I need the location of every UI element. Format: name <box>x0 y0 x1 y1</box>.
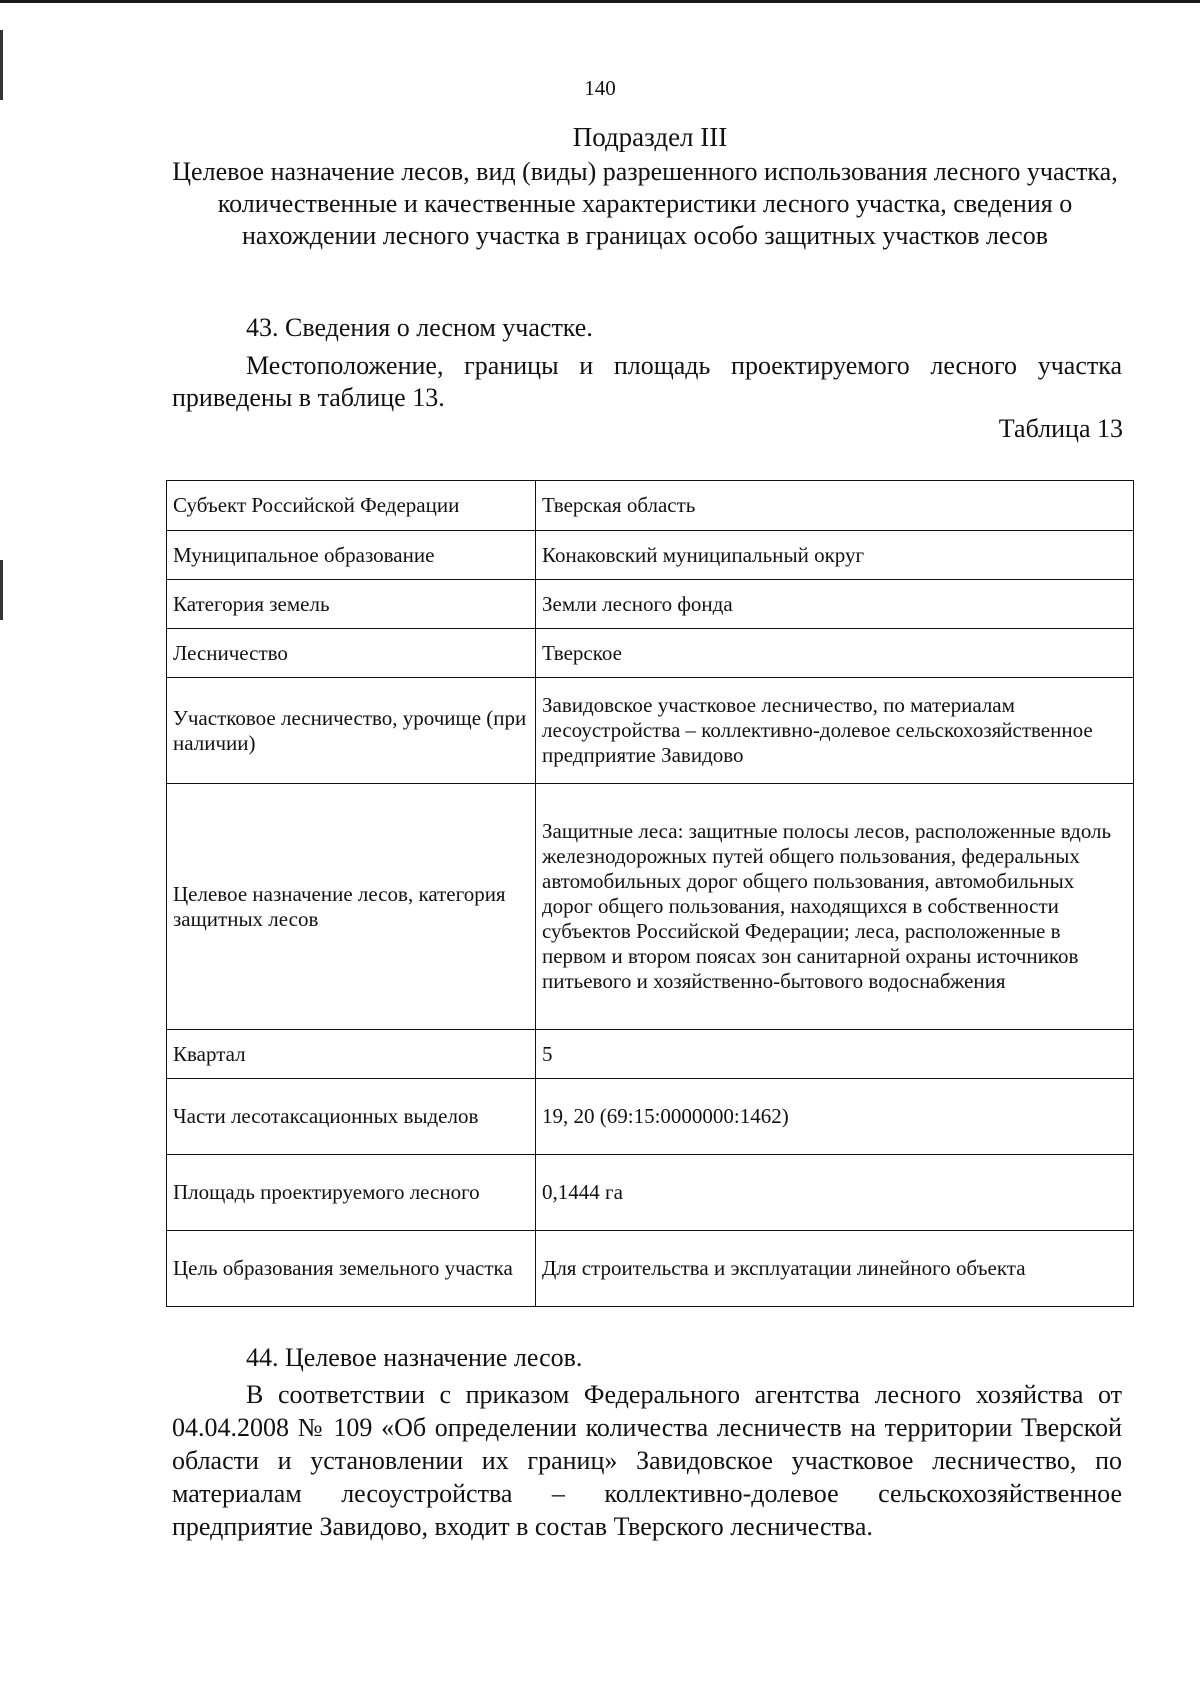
table-row <box>167 678 1134 784</box>
row-label: Муниципальное образование <box>167 531 536 580</box>
table-row <box>167 1030 1134 1079</box>
row-label: Участковое лесничество, урочище (при наличии) <box>167 678 536 784</box>
row-value: Для строительства и эксплуатации линейного объекта <box>536 1231 1134 1307</box>
table-row <box>167 1155 1134 1231</box>
item-43-title: 43. Сведения о лесном участке. <box>246 313 593 342</box>
row-label: Цель образования земельного участка <box>167 1231 536 1307</box>
section-heading: Целевое назначение лесов, вид (виды) разрешенного использования лесного участка, количественные и качественные характеристики лесного участка, сведения о нахождении лесного участка в границах особо защитных участков лесов <box>172 157 1118 250</box>
forest-plot-table <box>166 480 1134 1307</box>
row-value: 0,1444 га <box>536 1155 1134 1231</box>
row-value: Земли лесного фонда <box>536 580 1134 629</box>
scan-left-edge <box>0 560 3 620</box>
table-row <box>167 784 1134 1030</box>
table-row <box>167 1079 1134 1155</box>
row-value: Завидовское участковое лесничество, по материалам лесоустройства – коллективно-долевое сельскохозяйственное предприятие Завидово <box>536 678 1134 784</box>
table-row <box>167 481 1134 531</box>
table-row <box>167 580 1134 629</box>
row-value: 19, 20 (69:15:0000000:1462) <box>536 1079 1134 1155</box>
item-43-text: Местоположение, границы и площадь проектируемого лесного участка приведены в таблице 13. <box>172 351 1122 412</box>
row-label: Субъект Российской Федерации <box>167 481 536 531</box>
row-label: Площадь проектируемого лесного <box>167 1155 536 1231</box>
row-label: Части лесотаксационных выделов <box>167 1079 536 1155</box>
row-label: Категория земель <box>167 580 536 629</box>
scan-top-edge <box>0 0 1200 3</box>
table-row <box>167 629 1134 678</box>
table-row <box>167 1231 1134 1307</box>
row-label: Лесничество <box>167 629 536 678</box>
item-44-title: 44. Целевое назначение лесов. <box>246 1343 583 1372</box>
subsection-title: Подраздел III <box>572 122 728 152</box>
row-value: Конаковский муниципальный округ <box>536 531 1134 580</box>
table-label: Таблица 13 <box>998 414 1123 443</box>
row-value: 5 <box>536 1030 1134 1079</box>
table-row <box>167 531 1134 580</box>
row-value: Тверская область <box>536 481 1134 531</box>
row-value: Защитные леса: защитные полосы лесов, расположенные вдоль железнодорожных путей общего пользования, федеральных автомобильных дорог общего пользования, автомобильных дорог общего пользования, находящихся в собственности субъектов Российской Федерации; леса, расположенные в первом и втором поясах зон санитарной охраны источников питьевого и хозяйственно-бытового водоснабжения <box>536 784 1134 1030</box>
row-value: Тверское <box>536 629 1134 678</box>
item-44-text: В соответствии с приказом Федерального агентства лесного хозяйства от 04.04.2008 № 109 «Об определении количества лесничеств на территории Тверской области и установлении их границ» Завидовское участковое лесничество, по материалам лесоустройства – коллективно-долевое сельскохозяйственное предприятие Завидово, входит в состав Тверского лесничества. <box>172 1380 1122 1541</box>
page-number: 140 <box>584 76 616 100</box>
row-label: Квартал <box>167 1030 536 1079</box>
row-label: Целевое назначение лесов, категория защитных лесов <box>167 784 536 1030</box>
